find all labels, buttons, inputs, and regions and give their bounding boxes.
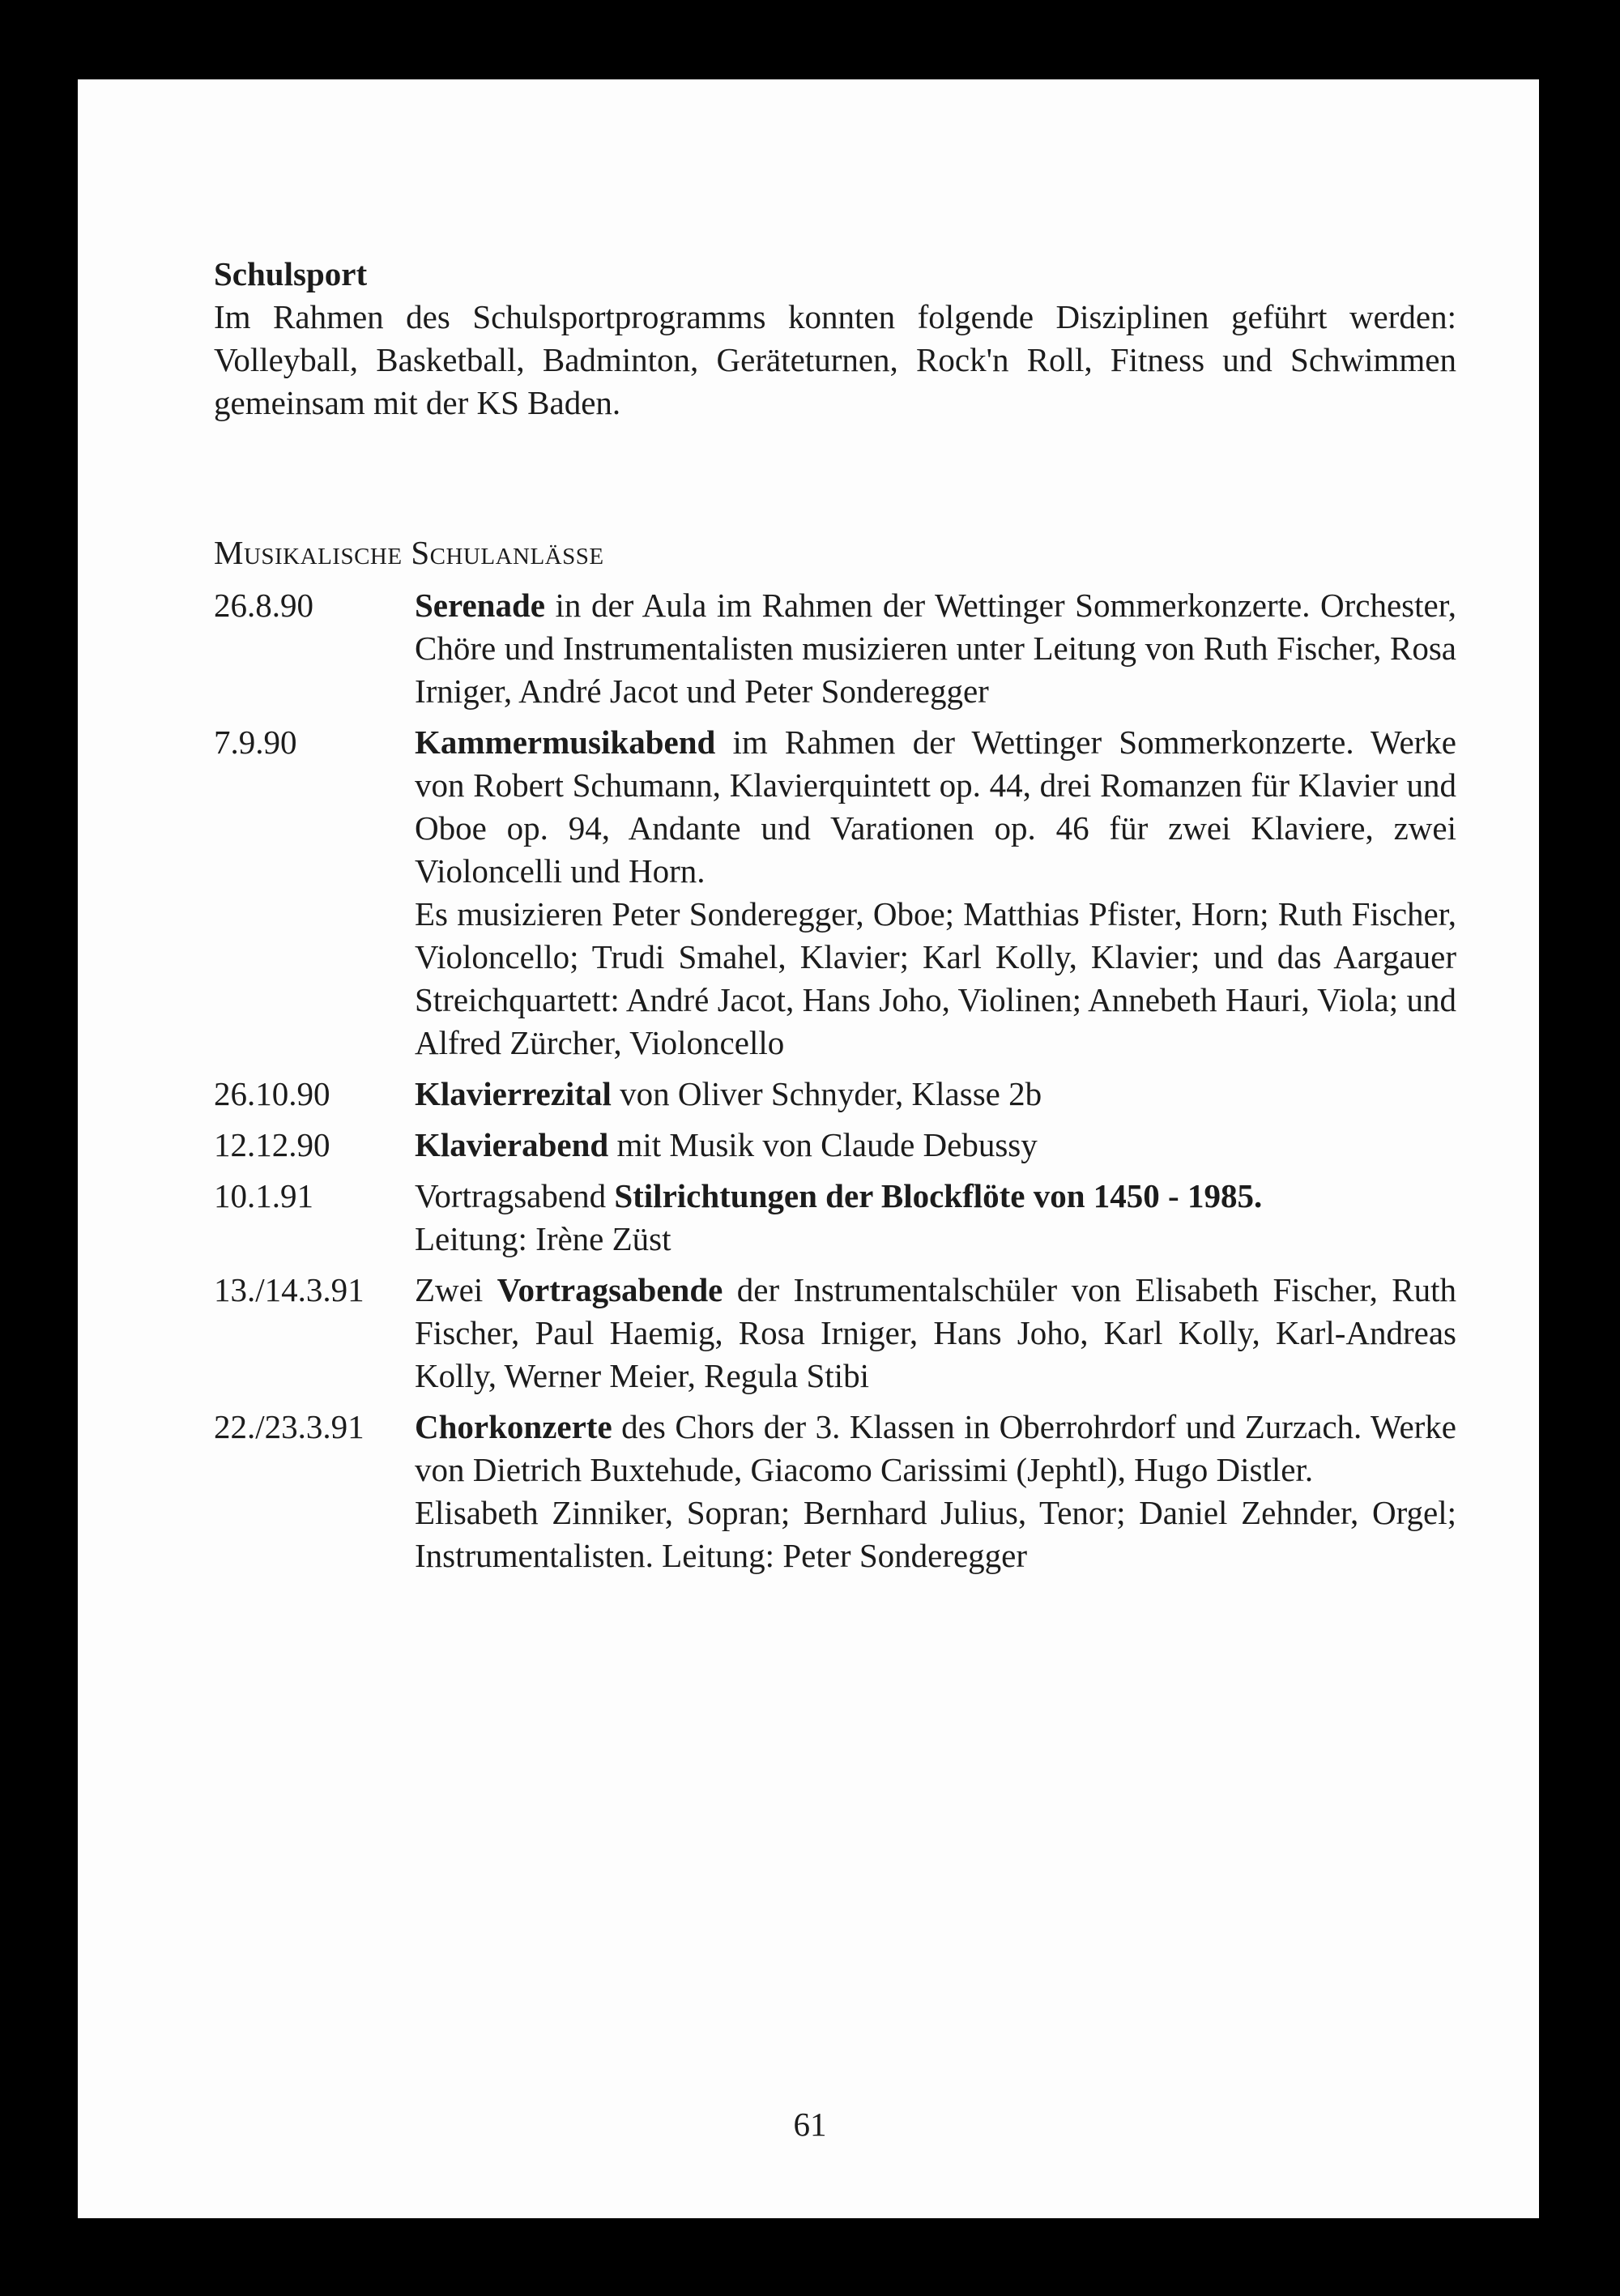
- event-row: [214, 721, 1456, 1065]
- event-date: 22./23.3.91: [214, 1408, 364, 1445]
- event-description: [415, 1269, 1456, 1398]
- event-title: Stilrichtungen der Blockflöte von 1450 - 1985.: [614, 1177, 1263, 1214]
- event-date: 7.9.90: [214, 723, 297, 761]
- event-extra-text: Leitung: Irène Züst: [415, 1220, 671, 1257]
- event-date: 12.12.90: [214, 1126, 330, 1163]
- event-description: [415, 1175, 1456, 1261]
- event-extra-text: Elisabeth Zinniker, Sopran; Bernhard Julius, Tenor; Daniel Zehnder, Orgel; Instrumentalisten. Leitung: Peter Sonderegger: [415, 1494, 1456, 1574]
- document-page: [78, 79, 1539, 2218]
- event-post-text: des Chors der 3. Klassen in Oberrohrdorf und Zurzach. Werke von Dietrich Buxtehude, Giacomo Carissimi (Jephtl), Hugo Distler.: [415, 1408, 1456, 1488]
- event-description: [415, 584, 1456, 713]
- event-post-text: mit Musik von Claude Debussy: [608, 1126, 1038, 1163]
- event-description: [415, 1073, 1456, 1116]
- event-row: [214, 1406, 1456, 1577]
- event-description: [415, 1124, 1456, 1167]
- event-post-text: der Instrumentalschüler von Elisabeth Fischer, Ruth Fischer, Paul Haemig, Rosa Irniger, Hans Joho, Karl Kolly, Karl-Andreas Kolly, Werner Meier, Regula Stibi: [415, 1271, 1456, 1394]
- event-description: [415, 1406, 1456, 1577]
- event-description: [415, 721, 1456, 1065]
- schulsport-paragraph: Im Rahmen des Schulsportprogramms konnten folgende Disziplinen geführt werden: Volleyball, Basketball, Badminton, Geräteturnen, Rock'n Roll, Fitness und Schwimmen gemeinsam mit der KS Baden.: [214, 298, 1456, 421]
- event-row: [214, 1175, 1456, 1261]
- event-title: Vortragsabende: [497, 1271, 723, 1308]
- event-row: [214, 1269, 1456, 1398]
- event-main-text: [415, 721, 1456, 893]
- event-post-text: von Oliver Schnyder, Klasse 2b: [611, 1075, 1042, 1112]
- event-pre-text: Zwei: [415, 1271, 497, 1308]
- event-row: [214, 1124, 1456, 1167]
- event-row: [214, 584, 1456, 713]
- event-main-text: [415, 1406, 1456, 1492]
- section-title-schulsport: Schulsport: [214, 255, 368, 292]
- event-title: Serenade: [415, 587, 545, 624]
- page-content: [214, 253, 1456, 1585]
- event-pre-text: Vortragsabend: [415, 1177, 615, 1214]
- event-list: [214, 584, 1456, 1577]
- page-number: 61: [793, 2106, 827, 2143]
- event-date: 10.1.91: [214, 1177, 313, 1214]
- event-title: Klavierrezital: [415, 1075, 612, 1112]
- event-row: [214, 1073, 1456, 1116]
- event-title: Kammermusikabend: [415, 723, 716, 761]
- event-date: 26.8.90: [214, 587, 313, 624]
- event-title: Chorkonzerte: [415, 1408, 612, 1445]
- event-post-text: in der Aula im Rahmen der Wettinger Sommerkonzerte. Orchester, Chöre und Instrumentalisten musizieren unter Leitung von Ruth Fischer, Rosa Irniger, André Jacot und Peter Sonderegger: [415, 587, 1456, 710]
- event-date: 13./14.3.91: [214, 1271, 364, 1308]
- event-main-text: [415, 1175, 1456, 1218]
- event-extra-text: Es musizieren Peter Sonderegger, Oboe; Matthias Pfister, Horn; Ruth Fischer, Violoncello; Trudi Smahel, Klavier; Karl Kolly, Klavier; und das Aargauer Streichquartett: André Jacot, Hans Joho, Violinen; Annebeth Hauri, Viola; und Alfred Zürcher, Violoncello: [415, 895, 1456, 1061]
- section-heading-musik: Musikalische Schulanlässe: [214, 534, 604, 571]
- event-title: Klavierabend: [415, 1126, 609, 1163]
- event-date: 26.10.90: [214, 1075, 330, 1112]
- event-post-text: im Rahmen der Wettinger Sommerkonzerte. Werke von Robert Schumann, Klavierquintett op. 44, drei Romanzen für Klavier und Oboe op. 94, Andante und Varationen op. 46 für zwei Klaviere, zwei Violoncelli und Horn.: [415, 723, 1456, 890]
